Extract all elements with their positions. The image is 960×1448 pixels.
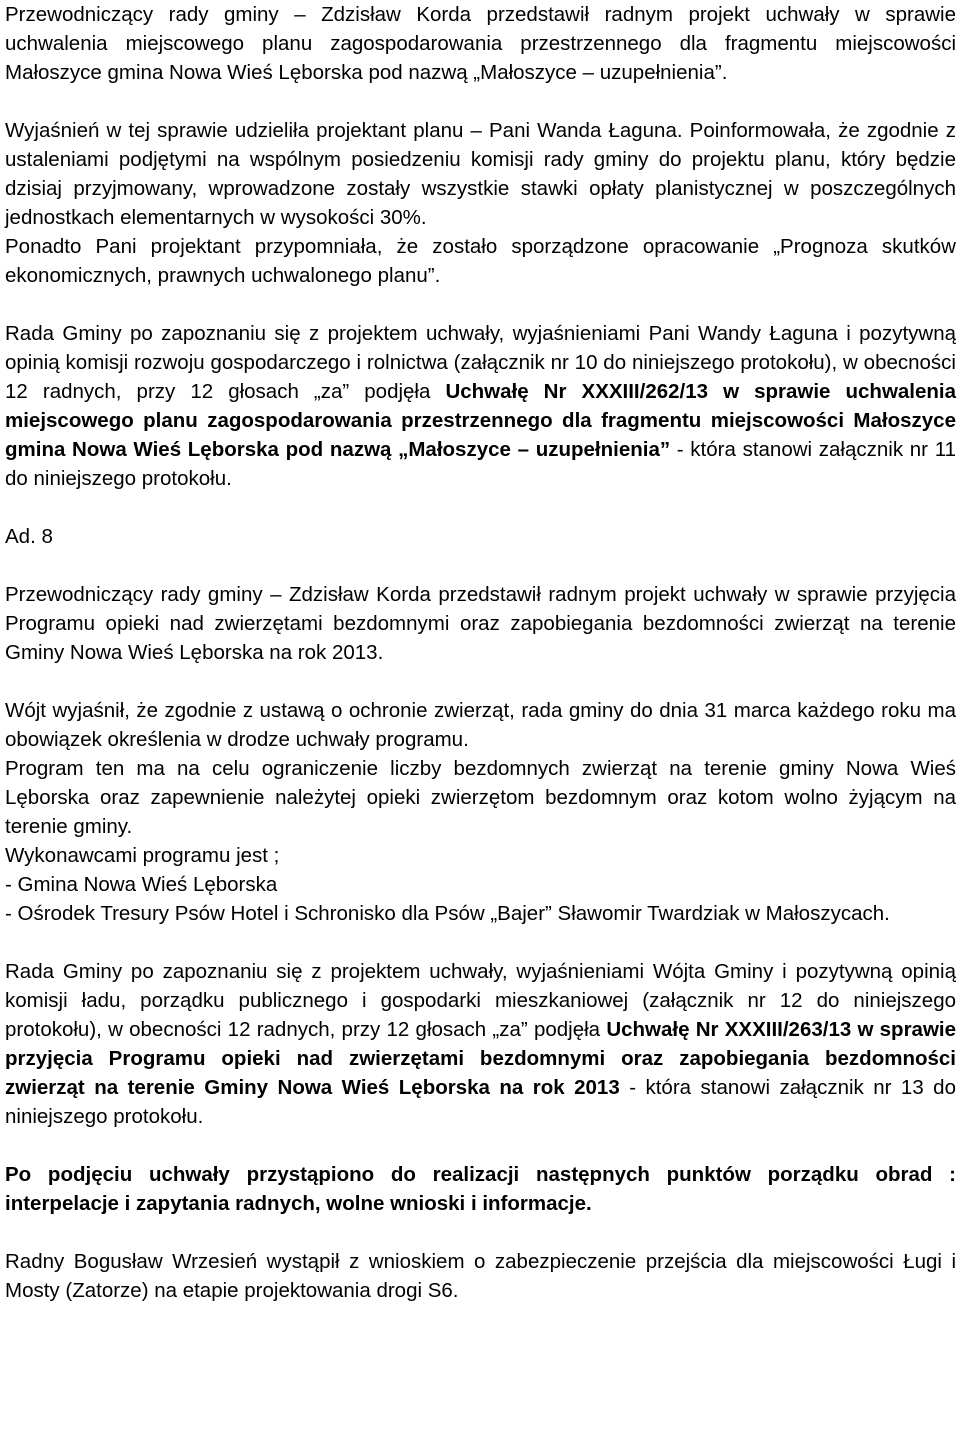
paragraph-spacer xyxy=(5,667,956,696)
para-councillor-motion xyxy=(5,1247,956,1305)
bold-text-segment: Uchwałę Nr XXXIII/262/13 w sprawie uchwalenia miejscowego planu zagospodarowania przestrzennego dla fragmentu miejscowości Małoszyce gmina Nowa Wieś Lęborska pod nazwą „Małoszyce – uzupełnienia” xyxy=(5,380,957,461)
para-forecast-reminder xyxy=(5,232,956,290)
paragraph-spacer xyxy=(5,1218,956,1247)
para-animal-program-introduction xyxy=(5,580,956,667)
para-next-agenda-items xyxy=(5,1160,956,1218)
text-segment: Przewodniczący rady gminy – Zdzisław Korda przedstawił radnym projekt uchwały w sprawie uchwalenia miejscowego planu zagospodarowania przestrzennego dla fragmentu miejscowości Małoszyce gmina Nowa Wieś Lęborska pod nazwą „Małoszyce – uzupełnienia”. xyxy=(5,3,956,84)
text-segment: Radny Bogusław Wrzesień wystąpił z wnioskiem o zabezpieczenie przejścia dla miejscowości Ługi i Mosty (Zatorze) na etapie projektowania drogi S6. xyxy=(5,1250,956,1302)
para-resolution-262 xyxy=(5,319,956,493)
text-segment: - która stanowi załącznik nr 13 do niniejszego protokołu. xyxy=(5,1076,956,1128)
text-segment: - która stanowi załącznik nr 11 do niniejszego protokołu. xyxy=(5,438,956,490)
para-resolution-263 xyxy=(5,957,956,1131)
paragraph-spacer xyxy=(5,493,956,522)
text-segment: Rada Gminy po zapoznaniu się z projektem uchwały, wyjaśnieniami Wójta Gminy i pozytywną opinią komisji ładu, porządku publicznego i gospodarki mieszkaniowej (załącznik nr 12 do niniejszego protokołu), w obecności 12 radnych, przy 12 głosach „za” podjęła xyxy=(5,960,956,1041)
text-segment: Wójt wyjaśnił, że zgodnie z ustawą o ochronie zwierząt, rada gminy do dnia 31 marca każdego roku ma obowiązek określenia w drodze uchwały programu. xyxy=(5,699,956,751)
section-heading-ad-8 xyxy=(5,522,956,551)
text-segment: Program ten ma na celu ograniczenie liczby bezdomnych zwierząt na terenie gminy Nowa Wieś Lęborska oraz zapewnienie należytej opieki zwierzętom bezdomnym oraz kotom wolno żyjącym na terenie gminy. xyxy=(5,757,956,838)
bold-text-segment: Po podjęciu uchwały przystąpiono do realizacji następnych punktów porządku obrad : interpelacje i zapytania radnych, wolne wnioski i informacje. xyxy=(5,1163,956,1215)
paragraph-spacer xyxy=(5,551,956,580)
para-planner-explanation xyxy=(5,116,956,232)
text-segment: Ponadto Pani projektant przypomniała, że zostało sporządzone opracowanie „Prognoza skutków ekonomicznych, prawnych uchwalonego planu”. xyxy=(5,235,956,287)
text-segment: Wyjaśnień w tej sprawie udzieliła projektant planu – Pani Wanda Łaguna. Poinformowała, że zgodnie z ustaleniami podjętymi na wspólnym posiedzeniu komisji rady gminy do projektu planu, który będzie dzisiaj przyjmowany, wprowadzone zostały wszystkie stawki opłaty planistycznej w poszczególnych jednostkach elementarnych w wysokości 30%. xyxy=(5,119,956,229)
paragraph-spacer xyxy=(5,928,956,957)
bold-text-segment: Uchwałę Nr XXXIII/263/13 w sprawie przyjęcia Programu opieki nad zwierzętami bezdomnymi oraz zapobiegania bezdomności zwierząt na terenie Gminy Nowa Wieś Lęborska na rok 2013 xyxy=(5,1018,957,1099)
text-segment: Ad. 8 xyxy=(5,525,53,548)
text-segment: Rada Gminy po zapoznaniu się z projektem uchwały, wyjaśnieniami Pani Wandy Łaguna i pozytywną opinią komisji rozwoju gospodarczego i rolnictwa (załącznik nr 10 do niniejszego protokołu), w obecności 12 radnych, przy 12 głosach „za” podjęła xyxy=(5,322,956,403)
text-segment: Przewodniczący rady gminy – Zdzisław Korda przedstawił radnym projekt uchwały w sprawie przyjęcia Programu opieki nad zwierzętami bezdomnymi oraz zapobiegania bezdomności zwierząt na terenie Gminy Nowa Wieś Lęborska na rok 2013. xyxy=(5,583,956,664)
para-plan-introduction xyxy=(5,0,956,87)
paragraph-spacer xyxy=(5,290,956,319)
para-program-executors xyxy=(5,841,956,928)
para-program-goal xyxy=(5,754,956,841)
paragraph-spacer xyxy=(5,87,956,116)
text-segment: Wykonawcami programu jest ; - Gmina Nowa Wieś Lęborska - Ośrodek Tresury Psów Hotel i Schronisko dla Psów „Bajer” Sławomir Twardziak w Małoszycach. xyxy=(5,844,890,925)
paragraph-spacer xyxy=(5,1131,956,1160)
para-mayor-explanation xyxy=(5,696,956,754)
